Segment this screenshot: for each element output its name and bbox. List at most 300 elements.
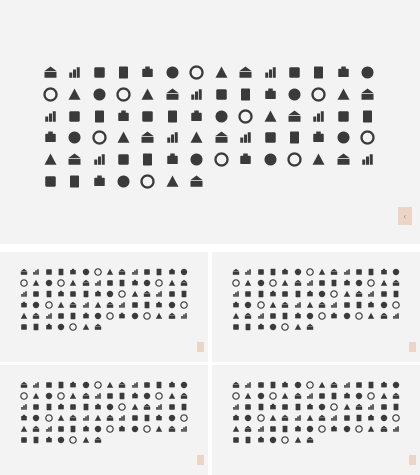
euro-coin-icon <box>304 299 316 310</box>
books-icon <box>230 390 242 401</box>
factory-icon <box>136 62 160 84</box>
open-book-icon <box>230 299 242 310</box>
lightning-icon <box>242 277 254 288</box>
frame-icon <box>279 321 291 332</box>
puzzle-icon <box>185 62 209 84</box>
pen-icon <box>116 266 128 277</box>
cash-icon <box>178 401 190 412</box>
bank-icon <box>18 379 30 390</box>
government-building-icon <box>242 266 254 277</box>
network-icon <box>365 401 377 412</box>
microphone-icon <box>341 310 353 321</box>
calendar-icon <box>255 401 267 412</box>
target-icon <box>79 379 91 390</box>
cart-add-icon <box>116 299 128 310</box>
frame-icon <box>279 434 291 445</box>
slide-thumbnail-2[interactable] <box>212 252 420 362</box>
clipboard-icon <box>316 266 328 277</box>
slide-marker <box>409 455 416 465</box>
factory-icon <box>279 266 291 277</box>
handset-icon <box>165 310 177 321</box>
puzzle-icon <box>92 379 104 390</box>
open-book-icon <box>38 127 62 149</box>
meeting-icon <box>30 288 42 299</box>
speech-bubble-icon <box>178 310 190 321</box>
shopping-bag-icon <box>291 310 303 321</box>
briefcase-icon <box>267 277 279 288</box>
chat-icon <box>18 434 30 445</box>
credit-card-icon <box>18 310 30 321</box>
price-tag-icon <box>267 423 279 434</box>
chat-icon <box>230 434 242 445</box>
question-book-icon <box>160 105 184 127</box>
briefcase-icon <box>267 390 279 401</box>
shopping-bag-icon <box>79 310 91 321</box>
cart-full-icon <box>104 412 116 423</box>
twitter-bird-icon <box>116 310 128 321</box>
cart-add-icon <box>116 412 128 423</box>
connected-docs-icon <box>141 288 153 299</box>
envelope-icon <box>30 434 42 445</box>
money-transfer-icon <box>267 412 279 423</box>
connected-docs-icon <box>353 401 365 412</box>
home-icon <box>43 379 55 390</box>
icon-grid <box>230 379 402 445</box>
trend-up-icon <box>160 84 184 106</box>
calendar-clock-icon <box>55 401 67 412</box>
chat-icon <box>230 321 242 332</box>
loop-icon <box>79 321 91 332</box>
globe-icon <box>353 310 365 321</box>
frame-icon <box>67 434 79 445</box>
slide-thumbnail-3[interactable] <box>0 365 208 475</box>
money-transfer-icon <box>55 299 67 310</box>
price-tag-icon <box>111 149 135 171</box>
hourglass-icon <box>390 390 402 401</box>
microphone-icon <box>129 310 141 321</box>
cart-icon <box>353 412 365 423</box>
area-chart-icon <box>304 390 316 401</box>
presentation-icon <box>67 277 79 288</box>
meeting-icon <box>62 105 86 127</box>
bank-card-icon <box>136 127 160 149</box>
calendar-clock-icon <box>267 288 279 299</box>
slide-marker[interactable]: ‹ <box>398 207 412 225</box>
handset-icon <box>165 423 177 434</box>
pie-chart-icon <box>141 390 153 401</box>
open-envelope-icon <box>255 434 267 445</box>
basket-full-icon <box>365 412 377 423</box>
pushpin-icon <box>178 266 190 277</box>
icon-grid <box>230 266 402 332</box>
loop-icon <box>79 434 91 445</box>
trend-up-icon <box>291 277 303 288</box>
pen-icon <box>328 379 340 390</box>
question-book-icon <box>79 401 91 412</box>
target-icon <box>79 266 91 277</box>
copyright-icon <box>279 288 291 299</box>
shopping-bag-icon <box>79 423 91 434</box>
bank-icon <box>38 62 62 84</box>
bank-card-icon <box>67 412 79 423</box>
document-icon <box>341 401 353 412</box>
frame-icon <box>136 170 160 192</box>
credit-card-icon <box>38 149 62 171</box>
copyright-icon <box>136 105 160 127</box>
money-bag-icon <box>79 412 91 423</box>
settings-icon <box>331 127 355 149</box>
checklist-icon <box>341 266 353 277</box>
globe-icon <box>141 310 153 321</box>
heart-icon <box>316 423 328 434</box>
gift-icon <box>43 423 55 434</box>
person-icon <box>316 288 328 299</box>
warning-icon <box>328 288 340 299</box>
coin-icon <box>92 310 104 321</box>
basket-icon <box>129 299 141 310</box>
heart-icon <box>316 310 328 321</box>
pushpin-icon <box>356 62 380 84</box>
cart-full-icon <box>209 127 233 149</box>
bar-chart-icon <box>316 390 328 401</box>
basket-full-icon <box>365 299 377 310</box>
credit-card-icon <box>230 310 242 321</box>
money-bill-icon <box>331 105 355 127</box>
receipt-icon <box>18 401 30 412</box>
gift-icon <box>255 423 267 434</box>
network-icon <box>365 288 377 299</box>
meeting-icon <box>242 401 254 412</box>
microphone-icon <box>129 423 141 434</box>
receipt-icon <box>38 105 62 127</box>
checklist-icon <box>129 379 141 390</box>
pie-chart-icon <box>141 277 153 288</box>
globe-icon <box>282 149 306 171</box>
money-bag-icon <box>160 127 184 149</box>
package-icon <box>242 423 254 434</box>
lock-icon <box>111 170 135 192</box>
home-icon <box>43 266 55 277</box>
pen-icon <box>233 62 257 84</box>
org-chart-icon <box>116 277 128 288</box>
factory-icon <box>67 379 79 390</box>
hourglass-icon <box>356 84 380 106</box>
no-entry-icon <box>178 299 190 310</box>
cash-icon <box>390 288 402 299</box>
checklist-icon <box>258 62 282 84</box>
document-icon <box>129 401 141 412</box>
package-icon <box>30 310 42 321</box>
line-chart-icon <box>55 379 67 390</box>
area-chart-icon <box>185 84 209 106</box>
twitter-bird-icon <box>328 423 340 434</box>
auction-hammer-icon <box>67 423 79 434</box>
calendar-clock-icon <box>55 288 67 299</box>
cart-full-icon <box>316 412 328 423</box>
document-icon <box>341 288 353 299</box>
lightning-icon <box>30 390 42 401</box>
connected-docs-icon <box>353 288 365 299</box>
pie-chart-icon <box>282 84 306 106</box>
briefcase-icon <box>55 390 67 401</box>
money-bag-icon <box>291 299 303 310</box>
cart-add-icon <box>233 127 257 149</box>
warning-icon <box>328 401 340 412</box>
receipt-icon <box>230 401 242 412</box>
clock-icon <box>377 277 389 288</box>
speech-bubble-icon <box>178 423 190 434</box>
puzzle-icon <box>304 379 316 390</box>
cash-icon <box>390 401 402 412</box>
slide-marker <box>197 455 204 465</box>
home-icon <box>87 62 111 84</box>
money-bag-icon <box>291 412 303 423</box>
report-icon <box>255 412 267 423</box>
battery-icon <box>304 434 316 445</box>
bar-chart-icon <box>209 84 233 106</box>
lightning-icon <box>62 84 86 106</box>
money-bill-icon <box>165 288 177 299</box>
auction-hammer-icon <box>279 310 291 321</box>
ledger-icon <box>242 299 254 310</box>
checklist-icon <box>341 379 353 390</box>
lock-icon <box>55 321 67 332</box>
report-icon <box>43 412 55 423</box>
slide-marker <box>409 342 416 352</box>
basket-full-icon <box>153 299 165 310</box>
person-icon <box>104 288 116 299</box>
shopping-bag-icon <box>291 423 303 434</box>
slide-thumbnail-1[interactable] <box>0 252 208 362</box>
settings-icon <box>377 299 389 310</box>
price-tag-icon <box>55 310 67 321</box>
money-bill-icon <box>165 401 177 412</box>
euro-coin-icon <box>92 299 104 310</box>
globe-icon <box>141 423 153 434</box>
meeting-icon <box>242 288 254 299</box>
safe-icon <box>255 390 267 401</box>
envelope-icon <box>62 170 86 192</box>
question-book-icon <box>291 401 303 412</box>
handset-icon <box>377 423 389 434</box>
lock-icon <box>55 434 67 445</box>
bank-card-icon <box>279 299 291 310</box>
cart-add-icon <box>328 299 340 310</box>
envelope-icon <box>30 321 42 332</box>
pushpin-icon <box>390 266 402 277</box>
info-icon <box>304 401 316 412</box>
clock-icon <box>165 277 177 288</box>
cart-icon <box>141 412 153 423</box>
battery-icon <box>185 170 209 192</box>
cash-icon <box>178 288 190 299</box>
basket-icon <box>129 412 141 423</box>
copyright-icon <box>67 288 79 299</box>
cash-icon <box>356 105 380 127</box>
hourglass-icon <box>178 390 190 401</box>
phone-icon <box>365 310 377 321</box>
pen-icon <box>116 379 128 390</box>
copyright-icon <box>279 401 291 412</box>
trend-up-icon <box>291 390 303 401</box>
basket-icon <box>341 412 353 423</box>
clock-icon <box>165 390 177 401</box>
clipboard-check-icon <box>365 266 377 277</box>
org-chart-icon <box>328 277 340 288</box>
pie-chart-icon <box>353 390 365 401</box>
heart-icon <box>104 310 116 321</box>
checklist-icon <box>129 266 141 277</box>
twitter-bird-icon <box>233 149 257 171</box>
package-icon <box>242 310 254 321</box>
presentation-icon <box>67 390 79 401</box>
area-chart-icon <box>92 277 104 288</box>
books-icon <box>230 277 242 288</box>
speech-bubble-icon <box>356 149 380 171</box>
key-icon <box>165 379 177 390</box>
books-icon <box>18 277 30 288</box>
gift-icon <box>43 310 55 321</box>
clipboard-check-icon <box>153 379 165 390</box>
battery-icon <box>92 321 104 332</box>
lock-icon <box>267 434 279 445</box>
puzzle-icon <box>92 266 104 277</box>
coin-icon <box>304 423 316 434</box>
cart-icon <box>141 299 153 310</box>
no-entry-icon <box>390 412 402 423</box>
warning-icon <box>116 401 128 412</box>
key-icon <box>331 62 355 84</box>
ledger-icon <box>30 299 42 310</box>
no-entry-icon <box>356 127 380 149</box>
handset-icon <box>377 310 389 321</box>
lightning-icon <box>30 277 42 288</box>
person-icon <box>209 105 233 127</box>
calendar-icon <box>43 401 55 412</box>
question-book-icon <box>291 288 303 299</box>
document-icon <box>258 105 282 127</box>
presentation-icon <box>279 277 291 288</box>
heart-icon <box>104 423 116 434</box>
settings-icon <box>377 412 389 423</box>
briefcase-icon <box>55 277 67 288</box>
pie-chart-icon <box>353 277 365 288</box>
settings-icon <box>165 299 177 310</box>
trend-up-icon <box>79 390 91 401</box>
key-icon <box>165 266 177 277</box>
clipboard-icon <box>316 379 328 390</box>
line-chart-icon <box>55 266 67 277</box>
area-chart-icon <box>304 277 316 288</box>
safe-icon <box>43 277 55 288</box>
network-icon <box>153 401 165 412</box>
government-building-icon <box>62 62 86 84</box>
line-chart-icon <box>111 62 135 84</box>
package-icon <box>62 149 86 171</box>
hierarchy-icon <box>341 277 353 288</box>
bank-icon <box>230 266 242 277</box>
no-entry-icon <box>390 299 402 310</box>
target-icon <box>291 379 303 390</box>
info-icon <box>185 105 209 127</box>
clock-icon <box>331 84 355 106</box>
money-transfer-icon <box>267 299 279 310</box>
calendar-clock-icon <box>111 105 135 127</box>
open-envelope-icon <box>87 170 111 192</box>
home-icon <box>255 266 267 277</box>
slide-thumbnail-4[interactable] <box>212 365 420 475</box>
bank-icon <box>230 379 242 390</box>
shopping-bag-icon <box>160 149 184 171</box>
open-book-icon <box>230 412 242 423</box>
money-bill-icon <box>377 401 389 412</box>
bar-chart-icon <box>316 277 328 288</box>
network-icon <box>307 105 331 127</box>
price-tag-icon <box>55 423 67 434</box>
info-icon <box>304 288 316 299</box>
auction-hammer-icon <box>67 310 79 321</box>
settings-icon <box>165 412 177 423</box>
factory-icon <box>279 379 291 390</box>
chat-icon <box>18 321 30 332</box>
no-entry-icon <box>178 412 190 423</box>
phone-icon <box>153 423 165 434</box>
bank-card-icon <box>279 412 291 423</box>
safe-icon <box>255 277 267 288</box>
envelope-icon <box>242 434 254 445</box>
clipboard-icon <box>104 266 116 277</box>
copyright-icon <box>67 401 79 412</box>
package-icon <box>30 423 42 434</box>
cart-full-icon <box>316 299 328 310</box>
money-bag-icon <box>79 299 91 310</box>
loop-icon <box>160 170 184 192</box>
stopwatch-icon <box>365 390 377 401</box>
books-icon <box>38 84 62 106</box>
receipt-icon <box>18 288 30 299</box>
clipboard-icon <box>209 62 233 84</box>
euro-coin-icon <box>92 412 104 423</box>
hierarchy-icon <box>129 390 141 401</box>
flask-icon <box>141 266 153 277</box>
envelope-icon <box>242 321 254 332</box>
money-transfer-icon <box>55 412 67 423</box>
microphone-icon <box>258 149 282 171</box>
line-chart-icon <box>267 266 279 277</box>
speech-bubble-icon <box>390 423 402 434</box>
lock-icon <box>267 321 279 332</box>
org-chart-icon <box>328 390 340 401</box>
euro-coin-icon <box>304 412 316 423</box>
briefcase-icon <box>111 84 135 106</box>
battery-icon <box>92 434 104 445</box>
twitter-bird-icon <box>328 310 340 321</box>
open-envelope-icon <box>43 321 55 332</box>
gift-icon <box>87 149 111 171</box>
key-icon <box>377 266 389 277</box>
books-icon <box>18 390 30 401</box>
safe-icon <box>43 390 55 401</box>
coin-icon <box>92 423 104 434</box>
icon-grid <box>18 379 190 445</box>
person-icon <box>316 401 328 412</box>
calendar-icon <box>255 288 267 299</box>
credit-card-icon <box>230 423 242 434</box>
heart-icon <box>209 149 233 171</box>
trend-up-icon <box>79 277 91 288</box>
presentation-icon <box>279 390 291 401</box>
info-icon <box>92 401 104 412</box>
